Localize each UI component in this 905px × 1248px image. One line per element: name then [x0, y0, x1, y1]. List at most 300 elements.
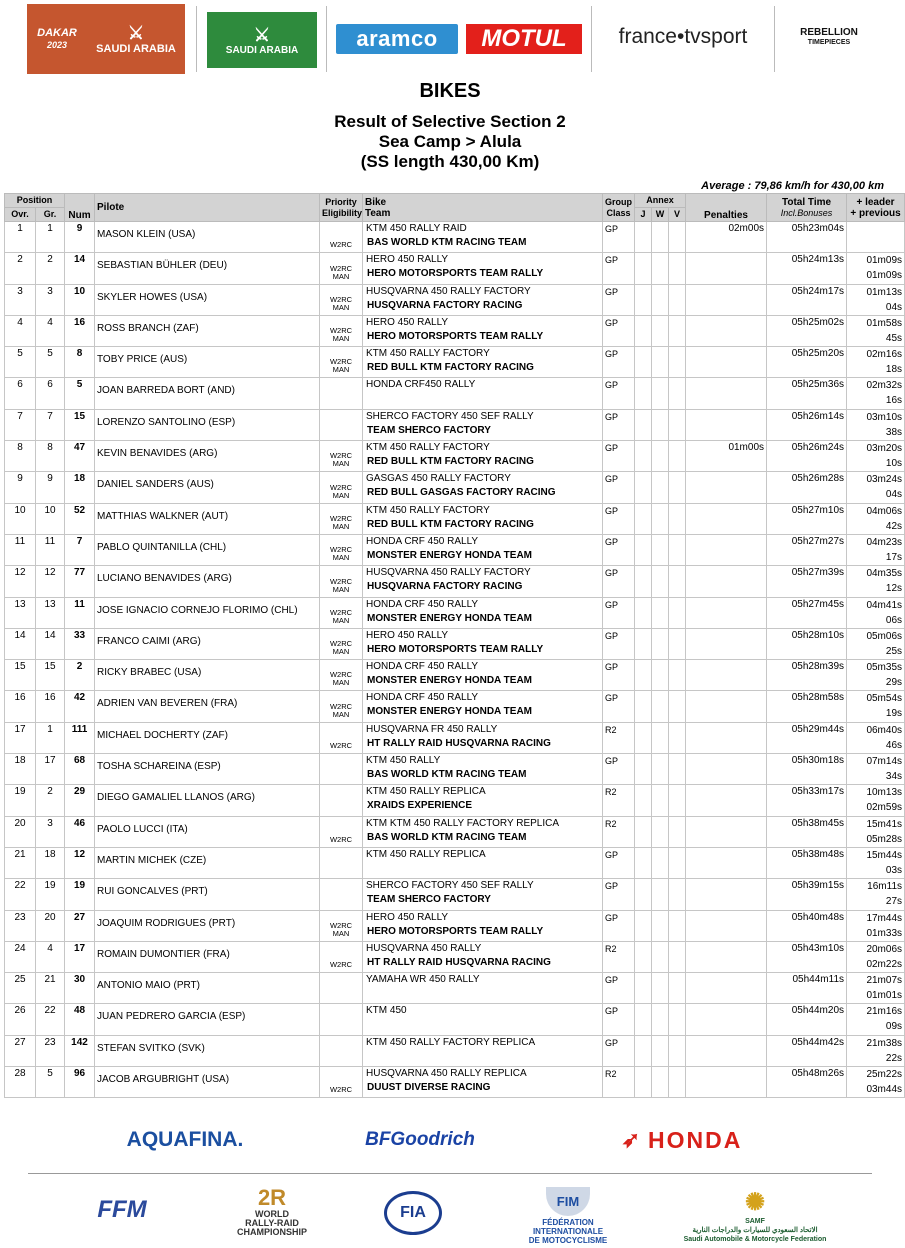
cell-ovr: 22 [5, 879, 36, 910]
cell-group: GP [603, 378, 635, 409]
cell-pilote: SEBASTIAN BÜHLER (DEU) [95, 253, 320, 284]
cell-annex-j [635, 472, 652, 503]
average-speed: Average : 79,86 km/h for 430,00 km [701, 180, 884, 192]
cell-num: 9 [65, 222, 95, 253]
cell-pilote: DANIEL SANDERS (AUS) [95, 472, 320, 503]
cell-pilote: JACOB ARGUBRIGHT (USA) [95, 1067, 320, 1098]
cell-total-time: 05h48m26s [767, 1067, 847, 1098]
team-name: BAS WORLD KTM RACING TEAM [367, 237, 527, 248]
cell-annex-w [652, 253, 669, 284]
col-gr: Gr. [36, 208, 65, 222]
cell-bike-team [363, 660, 603, 691]
cell-num: 12 [65, 847, 95, 878]
cell-gr: 4 [36, 941, 65, 972]
cell-priority [320, 1035, 363, 1066]
results-table [4, 193, 905, 1098]
cell-total-time: 05h27m10s [767, 503, 847, 534]
bike-name: HUSQVARNA 450 RALLY FACTORY [366, 567, 531, 579]
cell-gap [847, 1035, 905, 1066]
palm-icon: ⚔ [253, 24, 271, 45]
gap-leader: 25m22s [866, 1069, 903, 1081]
table-row [5, 378, 905, 409]
gap-leader: 04m41s [866, 599, 903, 611]
cell-penalties: 02m00s [686, 222, 767, 253]
cell-ovr: 18 [5, 754, 36, 785]
cell-annex-w [652, 785, 669, 816]
cell-pilote: PAOLO LUCCI (ITA) [95, 816, 320, 847]
cell-annex-w [652, 628, 669, 659]
cell-gap [847, 847, 905, 878]
cell-ovr: 4 [5, 315, 36, 346]
col-ovr: Ovr. [5, 208, 36, 222]
cell-annex-j [635, 660, 652, 691]
cell-gr: 23 [36, 1035, 65, 1066]
cell-annex-w [652, 691, 669, 722]
gap-previous: 03m44s [866, 1084, 903, 1096]
gap-previous: 16s [885, 395, 903, 407]
cell-pilote: RICKY BRABEC (USA) [95, 660, 320, 691]
gap-leader: 04m23s [866, 536, 903, 548]
cell-priority: W2RC MAN [320, 347, 363, 378]
gap-leader: 21m38s [866, 1037, 903, 1049]
cell-gap [847, 378, 905, 409]
gap-previous: 01m01s [866, 990, 903, 1002]
footer-divider [28, 1173, 872, 1174]
cell-num: 17 [65, 941, 95, 972]
cell-priority: W2RC MAN [320, 628, 363, 659]
team-name: TEAM SHERCO FACTORY [367, 894, 491, 906]
gap-previous: 18s [885, 364, 903, 376]
team-name: BAS WORLD KTM RACING TEAM [367, 831, 527, 843]
cell-gr: 4 [36, 315, 65, 346]
gap-leader: 20m06s [866, 943, 903, 955]
cell-num: 10 [65, 284, 95, 315]
cell-pilote: TOBY PRICE (AUS) [95, 347, 320, 378]
cell-pilote: JOAQUIM RODRIGUES (PRT) [95, 910, 320, 941]
cell-penalties [686, 879, 767, 910]
team-name: RED BULL KTM FACTORY RACING [367, 362, 534, 374]
cell-bike-team [363, 785, 603, 816]
bike-name: HERO 450 RALLY [366, 911, 449, 923]
cell-penalties [686, 628, 767, 659]
table-row [5, 847, 905, 878]
gap-leader: 21m07s [866, 975, 903, 987]
cell-annex-w [652, 973, 669, 1004]
gap-leader: 05m35s [866, 662, 903, 674]
table-row [5, 1035, 905, 1066]
cell-group: R2 [603, 816, 635, 847]
team-name: HERO MOTORSPORTS TEAM RALLY [367, 643, 544, 655]
gap-previous: 29s [885, 677, 903, 689]
table-row [5, 534, 905, 565]
cell-total-time: 05h23m04s [767, 222, 847, 253]
rebellion-logo: REBELLION TIMEPIECES [800, 27, 858, 46]
cell-penalties [686, 847, 767, 878]
samf-logo: ✺ SAMF الاتحاد السعودي للسيارات والدراجات النارية Saudi Automobile & Motorcycle Federation [683, 1188, 827, 1243]
cell-annex-v [669, 628, 686, 659]
bike-name: HONDA CRF 450 RALLY [366, 692, 479, 704]
bike-name: KTM 450 RALLY [366, 755, 441, 767]
cell-annex-j [635, 941, 652, 972]
fia-logo: FIA [384, 1191, 442, 1235]
table-row [5, 409, 905, 440]
cell-group: R2 [603, 785, 635, 816]
cell-annex-w [652, 347, 669, 378]
cell-penalties [686, 472, 767, 503]
cell-gr: 21 [36, 973, 65, 1004]
table-row [5, 472, 905, 503]
cell-annex-w [652, 910, 669, 941]
cell-annex-j [635, 503, 652, 534]
cell-priority [320, 879, 363, 910]
cell-group: GP [603, 754, 635, 785]
bike-name: KTM 450 RALLY FACTORY [366, 504, 490, 516]
cell-ovr: 19 [5, 785, 36, 816]
header-logos [0, 0, 900, 78]
gap-previous: 03s [885, 864, 903, 876]
cell-bike-team [363, 628, 603, 659]
cell-pilote: LORENZO SANTOLINO (ESP) [95, 409, 320, 440]
cell-priority: W2RC [320, 722, 363, 753]
cell-priority [320, 754, 363, 785]
cell-total-time: 05h26m24s [767, 441, 847, 472]
cell-total-time: 05h33m17s [767, 785, 847, 816]
cell-num: 30 [65, 973, 95, 1004]
bike-name: KTM 450 RALLY FACTORY [366, 348, 490, 360]
cell-group: GP [603, 1004, 635, 1035]
cell-annex-w [652, 941, 669, 972]
cell-total-time: 05h43m10s [767, 941, 847, 972]
cell-total-time: 05h40m48s [767, 910, 847, 941]
cell-annex-j [635, 1004, 652, 1035]
cell-gap [847, 660, 905, 691]
gap-previous: 46s [885, 739, 903, 751]
cell-priority [320, 409, 363, 440]
cell-annex-v [669, 816, 686, 847]
cell-gr: 3 [36, 816, 65, 847]
cell-annex-w [652, 1035, 669, 1066]
bike-name: KTM 450 RALLY FACTORY [366, 442, 490, 454]
cell-num: 7 [65, 534, 95, 565]
col-v: V [669, 208, 686, 222]
aramco-logo: aramco [336, 24, 458, 54]
col-priority: Priority Eligibility [320, 194, 363, 222]
cell-num: 16 [65, 315, 95, 346]
cell-gr: 6 [36, 378, 65, 409]
cell-bike-team [363, 441, 603, 472]
cell-pilote: KEVIN BENAVIDES (ARG) [95, 441, 320, 472]
cell-annex-w [652, 597, 669, 628]
bike-name: SHERCO FACTORY 450 SEF RALLY [366, 880, 534, 892]
cell-num: 48 [65, 1004, 95, 1035]
divider [774, 6, 775, 72]
cell-num: 15 [65, 409, 95, 440]
bike-name: HONDA CRF 450 RALLY [366, 661, 479, 673]
gap-leader: 15m41s [866, 818, 903, 830]
cell-num: 5 [65, 378, 95, 409]
cell-penalties [686, 660, 767, 691]
gap-leader: 03m24s [866, 474, 903, 486]
cell-total-time: 05h26m28s [767, 472, 847, 503]
cell-num: 14 [65, 253, 95, 284]
cell-annex-w [652, 1004, 669, 1035]
cell-num: 77 [65, 566, 95, 597]
cell-penalties [686, 785, 767, 816]
cell-pilote: ROSS BRANCH (ZAF) [95, 315, 320, 346]
cell-annex-v [669, 566, 686, 597]
cell-penalties [686, 1035, 767, 1066]
bike-name: KTM 450 RALLY REPLICA [366, 848, 486, 860]
bike-name: KTM 450 RALLY REPLICA [366, 786, 486, 798]
samf-emblem-icon: ✺ [744, 1188, 766, 1216]
cell-priority: W2RC MAN [320, 253, 363, 284]
cell-group: R2 [603, 722, 635, 753]
cell-annex-j [635, 253, 652, 284]
cell-priority: W2RC MAN [320, 315, 363, 346]
cell-annex-j [635, 785, 652, 816]
team-name: HERO MOTORSPORTS TEAM RALLY [367, 330, 544, 342]
cell-annex-v [669, 910, 686, 941]
cell-priority: W2RC MAN [320, 910, 363, 941]
cell-penalties [686, 566, 767, 597]
table-row [5, 222, 905, 253]
cell-bike-team [363, 597, 603, 628]
cell-pilote: JOAN BARREDA BORT (AND) [95, 378, 320, 409]
cell-ovr: 5 [5, 347, 36, 378]
gap-previous: 05m28s [866, 833, 903, 845]
cell-annex-v [669, 284, 686, 315]
cell-bike-team [363, 754, 603, 785]
cell-ovr: 15 [5, 660, 36, 691]
cell-pilote: SKYLER HOWES (USA) [95, 284, 320, 315]
cell-priority: W2RC MAN [320, 691, 363, 722]
cell-priority: W2RC MAN [320, 660, 363, 691]
table-row [5, 1067, 905, 1098]
cell-gap [847, 472, 905, 503]
cell-gap [847, 910, 905, 941]
table-row [5, 347, 905, 378]
cell-bike-team [363, 1067, 603, 1098]
cell-annex-w [652, 722, 669, 753]
cell-total-time: 05h28m58s [767, 691, 847, 722]
cell-num: 42 [65, 691, 95, 722]
cell-gr: 14 [36, 628, 65, 659]
cell-annex-w [652, 441, 669, 472]
gap-leader: 02m32s [866, 380, 903, 392]
col-annex: Annex [635, 194, 686, 208]
cell-annex-j [635, 378, 652, 409]
cell-priority [320, 847, 363, 878]
cell-total-time: 05h28m39s [767, 660, 847, 691]
cell-bike-team [363, 534, 603, 565]
cell-group: GP [603, 691, 635, 722]
cell-annex-j [635, 284, 652, 315]
cell-annex-j [635, 409, 652, 440]
cell-gap [847, 253, 905, 284]
dakar-logo [27, 4, 185, 74]
gap-previous: 27s [885, 896, 903, 908]
cell-num: 33 [65, 628, 95, 659]
cell-priority [320, 1004, 363, 1035]
team-name: RED BULL KTM FACTORY RACING [367, 518, 534, 530]
gap-previous: 02m22s [866, 958, 903, 970]
gap-leader: 06m40s [866, 724, 903, 736]
team-name: HUSQVARNA FACTORY RACING [367, 299, 523, 311]
cell-annex-j [635, 441, 652, 472]
bike-name: HERO 450 RALLY [366, 254, 449, 266]
cell-annex-v [669, 409, 686, 440]
cell-total-time: 05h39m15s [767, 879, 847, 910]
cell-priority [320, 378, 363, 409]
table-row [5, 660, 905, 691]
cell-total-time: 05h27m39s [767, 566, 847, 597]
cell-ovr: 16 [5, 691, 36, 722]
cell-ovr: 8 [5, 441, 36, 472]
cell-ovr: 2 [5, 253, 36, 284]
cell-priority: W2RC [320, 816, 363, 847]
cell-num: 46 [65, 816, 95, 847]
gap-previous: 19s [885, 708, 903, 720]
team-name: BAS WORLD KTM RACING TEAM [367, 769, 527, 781]
cell-penalties: 01m00s [686, 441, 767, 472]
cell-annex-v [669, 315, 686, 346]
divider [196, 6, 197, 72]
bike-name: HERO 450 RALLY [366, 629, 449, 641]
bike-name: SHERCO FACTORY 450 SEF RALLY [366, 410, 534, 422]
table-row [5, 910, 905, 941]
cell-annex-v [669, 754, 686, 785]
cell-annex-j [635, 534, 652, 565]
cell-annex-v [669, 691, 686, 722]
cell-num: 111 [65, 722, 95, 753]
cell-gr: 3 [36, 284, 65, 315]
gap-leader: 05m06s [866, 630, 903, 642]
cell-annex-v [669, 973, 686, 1004]
cell-ovr: 10 [5, 503, 36, 534]
dakar-year: 2023 [46, 40, 68, 50]
cell-gr: 10 [36, 503, 65, 534]
table-row [5, 879, 905, 910]
cell-total-time: 05h24m13s [767, 253, 847, 284]
cell-group: GP [603, 347, 635, 378]
gap-leader: 10m13s [866, 787, 903, 799]
cell-total-time: 05h30m18s [767, 754, 847, 785]
bike-name: KTM KTM 450 RALLY FACTORY REPLICA [366, 817, 560, 829]
cell-num: 11 [65, 597, 95, 628]
cell-annex-v [669, 1067, 686, 1098]
table-row [5, 253, 905, 284]
cell-num: 2 [65, 660, 95, 691]
gap-previous: 45s [885, 332, 903, 344]
col-j: J [635, 208, 652, 222]
cell-penalties [686, 722, 767, 753]
gap-previous: 10s [885, 458, 903, 470]
team-name: RED BULL GASGAS FACTORY RACING [367, 487, 556, 499]
bike-name: KTM 450 RALLY RAID [366, 223, 467, 234]
cell-pilote: DIEGO GAMALIEL LLANOS (ARG) [95, 785, 320, 816]
cell-gr: 9 [36, 472, 65, 503]
cell-penalties [686, 378, 767, 409]
cell-num: 142 [65, 1035, 95, 1066]
cell-gr: 2 [36, 253, 65, 284]
cell-annex-w [652, 534, 669, 565]
cell-num: 27 [65, 910, 95, 941]
bike-name: HONDA CRF450 RALLY [366, 379, 476, 391]
table-row [5, 315, 905, 346]
cell-ovr: 6 [5, 378, 36, 409]
team-name: HT RALLY RAID HUSQVARNA RACING [367, 737, 551, 749]
bfgoodrich-logo: BFGoodrich [365, 1129, 475, 1150]
cell-annex-v [669, 347, 686, 378]
cell-gap [847, 879, 905, 910]
cell-bike-team [363, 941, 603, 972]
cell-gap [847, 534, 905, 565]
cell-annex-v [669, 534, 686, 565]
cell-num: 19 [65, 879, 95, 910]
cell-total-time: 05h25m02s [767, 315, 847, 346]
cell-bike-team [363, 315, 603, 346]
cell-gr: 11 [36, 534, 65, 565]
cell-pilote: FRANCO CAIMI (ARG) [95, 628, 320, 659]
cell-group: GP [603, 472, 635, 503]
table-row [5, 441, 905, 472]
motul-logo: MOTUL [466, 24, 582, 54]
gap-leader: 03m20s [866, 443, 903, 455]
cell-ovr: 14 [5, 628, 36, 659]
cell-penalties [686, 973, 767, 1004]
gap-leader: 03m10s [866, 411, 903, 423]
cell-annex-w [652, 503, 669, 534]
bike-name: YAMAHA WR 450 RALLY [366, 974, 480, 986]
cell-penalties [686, 284, 767, 315]
dakar-country: SAUDI ARABIA [96, 43, 176, 55]
cell-num: 96 [65, 1067, 95, 1098]
cell-total-time: 05h24m17s [767, 284, 847, 315]
cell-annex-j [635, 910, 652, 941]
col-group: Group Class [603, 194, 635, 222]
cell-penalties [686, 597, 767, 628]
cell-priority: W2RC [320, 222, 363, 253]
cell-gr: 7 [36, 409, 65, 440]
cell-gr: 19 [36, 879, 65, 910]
cell-ovr: 25 [5, 973, 36, 1004]
cell-gap [847, 691, 905, 722]
cell-num: 52 [65, 503, 95, 534]
cell-gap [847, 284, 905, 315]
cell-group: GP [603, 566, 635, 597]
bike-name: HUSQVARNA FR 450 RALLY [366, 723, 498, 735]
cell-annex-v [669, 1035, 686, 1066]
cell-total-time: 05h44m20s [767, 1004, 847, 1035]
table-row [5, 566, 905, 597]
cell-pilote: MASON KLEIN (USA) [95, 222, 320, 253]
bike-name: HUSQVARNA 450 RALLY [366, 942, 482, 954]
cell-annex-w [652, 378, 669, 409]
cell-bike-team [363, 347, 603, 378]
cell-annex-w [652, 315, 669, 346]
gap-previous: 04s [885, 489, 903, 501]
cell-group: GP [603, 503, 635, 534]
cell-annex-w [652, 222, 669, 253]
cell-annex-v [669, 847, 686, 878]
cell-gr: 15 [36, 660, 65, 691]
cell-bike-team [363, 1004, 603, 1035]
cell-priority: W2RC MAN [320, 284, 363, 315]
gap-previous: 25s [885, 645, 903, 657]
cell-group: GP [603, 441, 635, 472]
divider [326, 6, 327, 72]
cell-penalties [686, 816, 767, 847]
